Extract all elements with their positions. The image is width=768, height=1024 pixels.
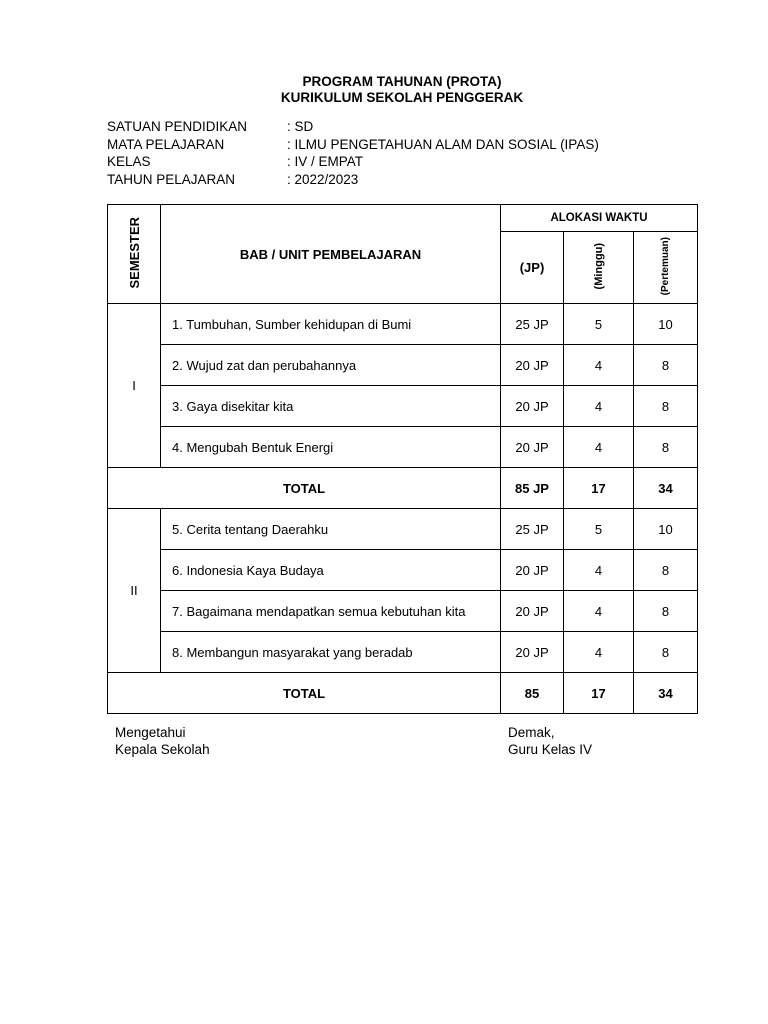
table-row [108,345,698,386]
pertemuan-header-label: (Pertemuan) [660,236,671,296]
info-label: MATA PELAJARAN [107,136,225,152]
unit-cell: 2. Wujud zat dan perubahannya [161,345,501,386]
signature-left-line1: Mengetahui [115,725,186,740]
unit-cell: 3. Gaya disekitar kita [161,386,501,427]
total-minggu: 17 [564,468,634,509]
pertemuan-cell: 8 [634,386,698,427]
alokasi-header: ALOKASI WAKTU [501,205,698,232]
info-label: KELAS [107,154,151,169]
pertemuan-cell: 10 [634,304,698,345]
jp-cell: 20 JP [501,632,564,673]
minggu-cell: 4 [564,427,634,468]
semester-header-label: SEMESTER [126,216,142,289]
unit-cell: 5. Cerita tentang Daerahku [161,509,501,550]
total-label: TOTAL [108,468,501,509]
minggu-cell: 4 [564,345,634,386]
jp-header: (JP) [501,232,564,304]
pertemuan-cell: 8 [634,591,698,632]
total-minggu: 17 [564,673,634,714]
jp-cell: 25 JP [501,304,564,345]
pertemuan-cell: 8 [634,427,698,468]
unit-cell: 7. Bagaimana mendapatkan semua kebutuhan kita [161,591,501,632]
info-row-mapel [107,137,599,155]
pertemuan-cell: 10 [634,509,698,550]
minggu-cell: 5 [564,304,634,345]
pertemuan-cell: 8 [634,345,698,386]
total-jp: 85 [501,673,564,714]
prota-table [107,204,698,714]
semester-header [108,205,161,304]
jp-cell: 20 JP [501,427,564,468]
signature-right [508,724,592,758]
total-row [108,468,698,509]
info-row-satuan [107,119,599,137]
minggu-cell: 4 [564,632,634,673]
table-row [108,591,698,632]
document-subtitle: KURIKULUM SEKOLAH PENGGERAK [280,90,524,105]
total-label: TOTAL [108,673,501,714]
info-value: : IV / EMPAT [287,154,364,169]
pertemuan-header [634,232,698,304]
signature-left [115,724,210,758]
table-row [108,386,698,427]
jp-cell: 20 JP [501,591,564,632]
minggu-cell: 5 [564,509,634,550]
table-row [108,509,698,550]
table-row [108,632,698,673]
document-title: PROGRAM TAHUNAN (PROTA) [302,74,502,89]
total-row [108,673,698,714]
semester-cell: II [108,509,161,673]
unit-cell: 8. Membangun masyarakat yang beradab [161,632,501,673]
unit-cell: 6. Indonesia Kaya Budaya [161,550,501,591]
info-row-tahun [107,172,599,190]
semester-cell: I [108,304,161,468]
jp-cell: 20 JP [501,345,564,386]
pertemuan-cell: 8 [634,550,698,591]
total-pertemuan: 34 [634,673,698,714]
pertemuan-cell: 8 [634,632,698,673]
signature-left-line2: Kepala Sekolah [115,742,210,757]
unit-cell: 1. Tumbuhan, Sumber kehidupan di Bumi [161,304,501,345]
jp-cell: 20 JP [501,550,564,591]
info-label: TAHUN PELAJARAN [107,171,236,187]
info-label: SATUAN PENDIDIKAN [107,119,248,134]
table-row [108,550,698,591]
jp-cell: 25 JP [501,509,564,550]
jp-cell: 20 JP [501,386,564,427]
info-value: : SD [287,119,314,134]
table-header-row [108,205,698,232]
minggu-header-label: (Minggu) [592,242,605,290]
info-value: : 2022/2023 [287,171,359,187]
total-jp: 85 JP [501,468,564,509]
table-row [108,304,698,345]
signature-right-line1: Demak, [508,725,555,740]
minggu-cell: 4 [564,550,634,591]
minggu-cell: 4 [564,591,634,632]
signature-right-line2: Guru Kelas IV [508,742,593,757]
minggu-cell: 4 [564,386,634,427]
minggu-header [564,232,634,304]
info-row-kelas [107,154,599,172]
total-pertemuan: 34 [634,468,698,509]
info-value: : ILMU PENGETAHUAN ALAM DAN SOSIAL (IPAS) [287,136,599,152]
table-row [108,427,698,468]
unit-cell: 4. Mengubah Bentuk Energi [161,427,501,468]
info-block [107,119,599,189]
unit-header: BAB / UNIT PEMBELAJARAN [161,205,501,304]
